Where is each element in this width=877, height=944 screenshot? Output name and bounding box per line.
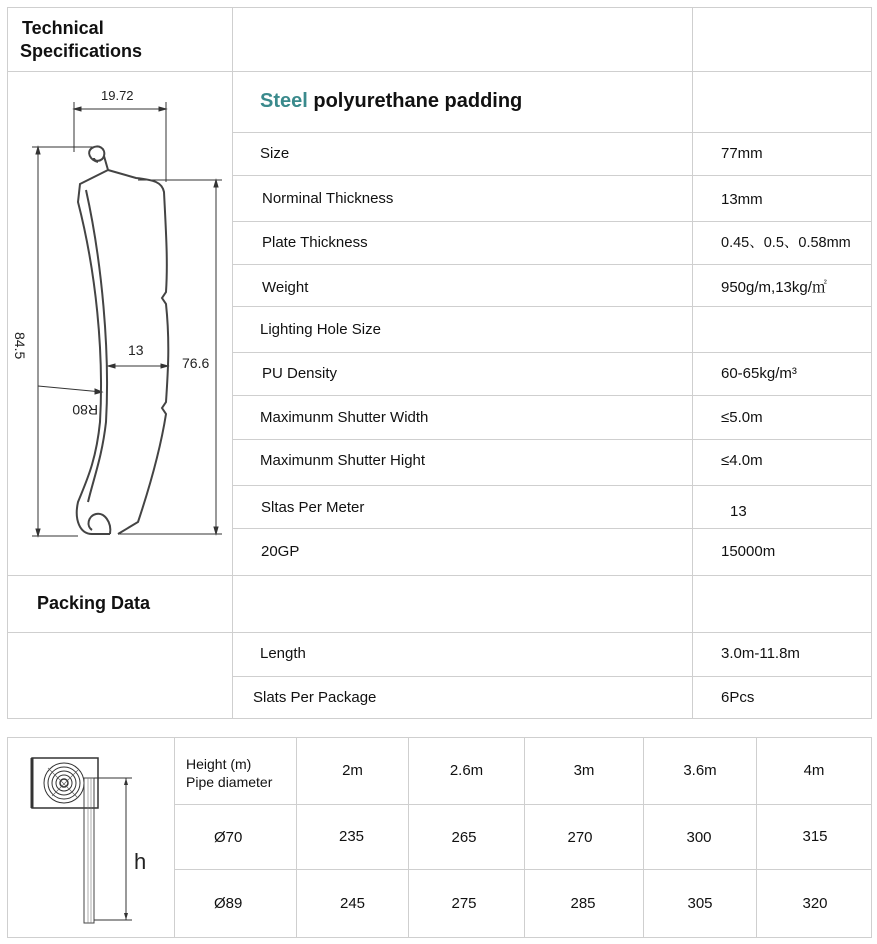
row-slats-per-meter-value: 13 — [730, 503, 747, 520]
pipe-cell: 245 — [339, 895, 366, 912]
slat-profile-diagram — [8, 72, 232, 575]
row-max-width-label: Maximunm Shutter Width — [260, 409, 429, 426]
pipe-row-label: Ø89 — [214, 895, 243, 912]
row-weight-value: 950g/m,13kg/㎡ — [721, 279, 827, 296]
height-header-3: 3m — [573, 762, 595, 779]
pipe-cell: 300 — [686, 829, 712, 846]
diagram-h-label: h — [134, 849, 147, 874]
row-max-width-value: ≤5.0m — [721, 409, 763, 426]
pipe-cell: 270 — [567, 829, 593, 846]
row-lighting-hole-label: Lighting Hole Size — [260, 321, 381, 338]
pipe-cell: 315 — [802, 828, 828, 845]
row-20gp-label: 20GP — [261, 543, 300, 560]
pipe-cell: 265 — [451, 829, 477, 846]
product-title-rest: polyurethane padding — [313, 90, 523, 112]
dim-width-label: 19.72 — [101, 88, 134, 103]
row-max-hight-label: Maximunm Shutter Hight — [260, 452, 426, 469]
height-header-5: 4m — [803, 762, 825, 779]
packing-slats-label: Slats Per Package — [253, 689, 377, 706]
row-plate-thickness-value: 0.45、0.5、0.58mm — [721, 235, 851, 251]
row-weight-label: Weight — [262, 279, 309, 296]
packing-length-value: 3.0m-11.8m — [721, 645, 800, 662]
row-size-value: 77mm — [721, 145, 763, 162]
packing-slats-value: 6Pcs — [721, 689, 755, 706]
row-plate-thickness-label: Plate Thickness — [262, 234, 368, 251]
pipe-cell: 320 — [802, 895, 828, 912]
pipe-row-label: Ø70 — [214, 829, 243, 846]
row-pu-density-value: 60-65kg/m³ — [721, 365, 797, 382]
height-header-2: 2.6m — [449, 762, 484, 779]
spec-title-line2: Specifications — [20, 41, 143, 61]
dim-inner-label: 76.6 — [182, 355, 210, 371]
dim-thickness-label: 13 — [128, 342, 144, 358]
product-title-accent: Steel — [260, 90, 308, 112]
spec-title-line1: Technical — [22, 18, 104, 38]
pipe-corner-line2: Pipe diameter — [186, 774, 273, 790]
height-header-4: 3.6m — [683, 762, 717, 779]
dim-radius-label: R80 — [72, 402, 98, 418]
packing-title: Packing Data — [37, 593, 151, 613]
pipe-cell: 235 — [338, 828, 365, 845]
product-title — [260, 90, 522, 113]
row-slats-per-meter-label: Sltas Per Meter — [261, 499, 365, 516]
roller-diagram — [8, 738, 174, 937]
dim-height-label: 84.5 — [12, 332, 28, 360]
row-size-label: Size — [260, 145, 290, 162]
pipe-cell: 285 — [570, 895, 596, 912]
packing-length-label: Length — [260, 645, 306, 662]
pipe-cell: 305 — [687, 895, 713, 912]
row-max-hight-value: ≤4.0m — [721, 452, 763, 469]
pipe-cell: 275 — [451, 895, 477, 912]
row-pu-density-label: PU Density — [262, 365, 338, 382]
pipe-corner-line1: Height (m) — [186, 756, 252, 772]
row-nominal-thickness-label: Norminal Thickness — [262, 190, 394, 207]
height-header-1: 2m — [342, 762, 363, 779]
row-nominal-thickness-value: 13mm — [721, 191, 763, 208]
row-20gp-value: 15000m — [721, 543, 776, 560]
